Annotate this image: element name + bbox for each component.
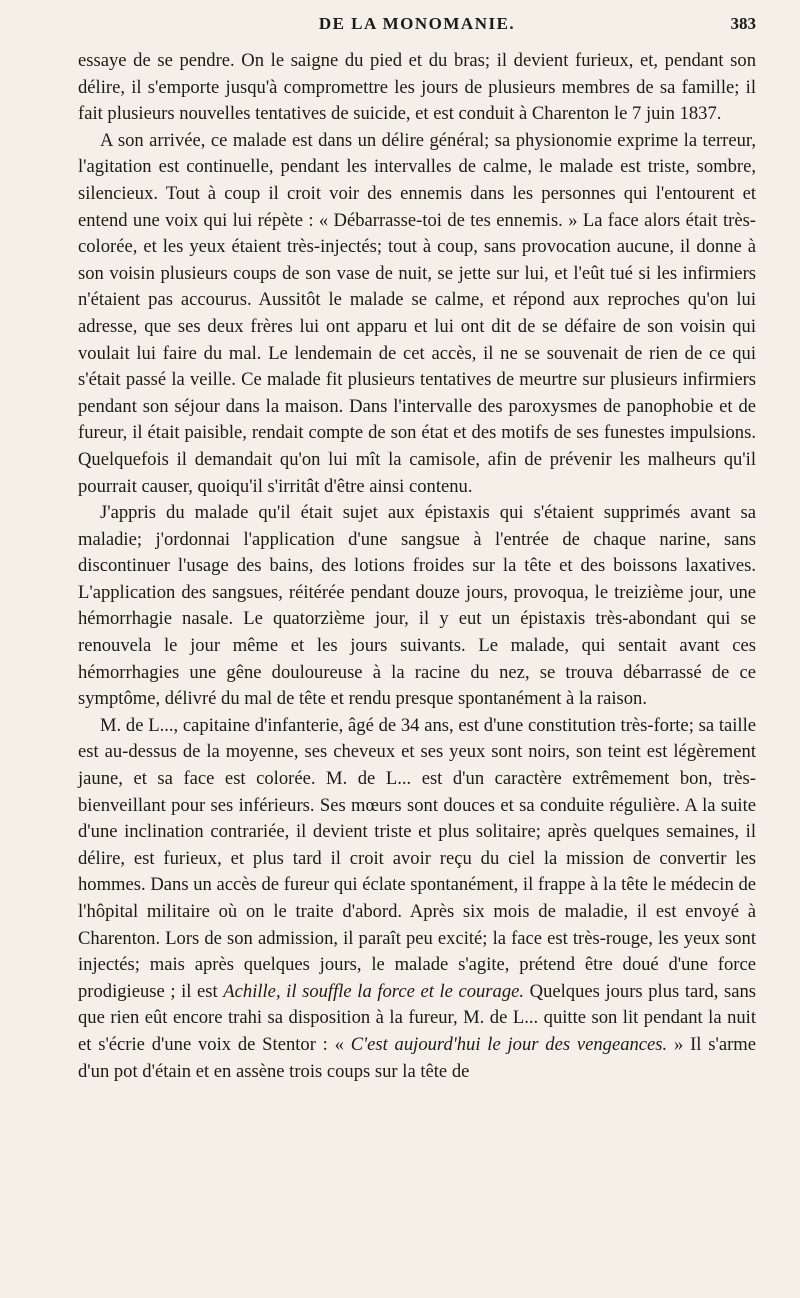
paragraph-text: M. de L..., capitaine d'infanterie, âgé de 34 ans, est d'une constitution très-forte; sa taille est au-dessus de la moyenne, ses cheveux et ses yeux sont noirs, son teint est légèrement jaune, et sa face est colorée. M. de L... est d'un caractère extrêmement bon, très-bienveillant pour ses inférieurs. Ses mœurs sont douces et sa conduite régulière. A la suite d'une inclination contrariée, il devient triste et plus solitaire; après quelques semaines, il délire, est furieux, et plus tard il croit avoir reçu du ciel la mission de convertir les hommes. Dans un accès de fureur qui éclate spontanément, il frappe à la tête le médecin de l'hôpital militaire où on le traite d'abord. Après six mois de maladie, il est envoyé à Charenton. Lors de son admission, il paraît peu excité; la face est très-rouge, les yeux sont injectés; mais après quelques jours, le malade s'agite, prétend être doué d'une force prodigieuse ; il est [78,714,756,1002]
paragraph-3 [78,500,756,713]
paragraph-4 [78,713,756,1085]
paragraph-text: A son arrivée, ce malade est dans un délire général; sa physionomie exprime la terreur, l'agitation est continuelle, pendant les intervalles de calme, le malade est triste, sombre, silencieux. Tout à coup il croit voir des ennemis dans les personnes qui l'entourent et entend une voix qui lui répète : « Débarrasse-toi de tes ennemis. » La face alors était très-colorée, et les yeux étaient très-injectés; tout à coup, sans provocation aucune, il donne à son voisin plusieurs coups de son vase de nuit, se jette sur lui, et l'eût tué si les infirmiers n'étaient pas accourus. Aussitôt le malade se calme, et répond aux reproches qu'on lui adresse, que ses deux frères lui ont apparu et lui ont dit de se défaire de son voisin qui voulait lui faire du mal. Le lendemain de cet accès, il ne se souvenait de rien de ce qui s'était passé la veille. Ce malade fit plusieurs tentatives de meurtre sur plusieurs infirmiers pendant son séjour dans la maison. Dans l'intervalle des paroxysmes de panophobie et de fureur, il était paisible, rendait compte de son état et des motifs de ses funestes impulsions. Quelquefois il demandait qu'on lui mît la camisole, afin de prévenir les malheurs qu'il pourrait causer, quoiqu'il s'irritât d'être ainsi contenu. [78,129,756,497]
paragraph-2 [78,128,756,500]
italic-quote-vengeances: C'est aujourd'hui le jour des vengeances. [350,1033,668,1055]
paragraph-text: J'appris du malade qu'il était sujet aux épistaxis qui s'étaient supprimés avant sa maladie; j'ordonnai l'application d'une sangsue à l'entrée de chaque narine, sans discontinuer l'usage des bains, des lotions froides sur la tête et des boissons laxatives. L'application des sangsues, réitérée pendant douze jours, provoqua, le treizième jour, une hémorrhagie nasale. Le quatorzième jour, il y eut un épistaxis très-abondant qui se renouvela le jour même et les jours suivants. Le malade, qui sentait avant ces hémorrhagies une gêne douloureuse à la racine du nez, se trouva débarrassé de ce symptôme, délivré du mal de tête et rendu presque spontanément à la raison. [78,502,756,710]
paragraph-1 [78,48,756,128]
body-text [78,48,756,1085]
page-header [78,0,756,48]
paragraph-text: Quelques jours plus tard, sans que rien eût encore trahi sa disposition à la fureur, M. de L... quitte son lit pendant la nuit et s'écrie d'une voix de Stentor : « [78,980,756,1055]
paragraph-text: essaye de se pendre. On le saigne du pied et du bras; il devient furieux, et, pendant son délire, il s'emporte jusqu'à compromettre les jours de plusieurs membres de sa famille; il fait plusieurs nouvelles tentatives de suicide, et est conduit à Charenton le 7 juin 1837. [78,50,756,125]
page-number: 383 [730,14,756,33]
running-title: DE LA MONOMANIE. [318,14,516,33]
italic-quote-achille: Achille, il souffle la force et le courage. [223,980,525,1002]
paragraph-text: » Il s'arme d'un pot d'étain et en assène trois coups sur la tête de [78,1033,756,1082]
